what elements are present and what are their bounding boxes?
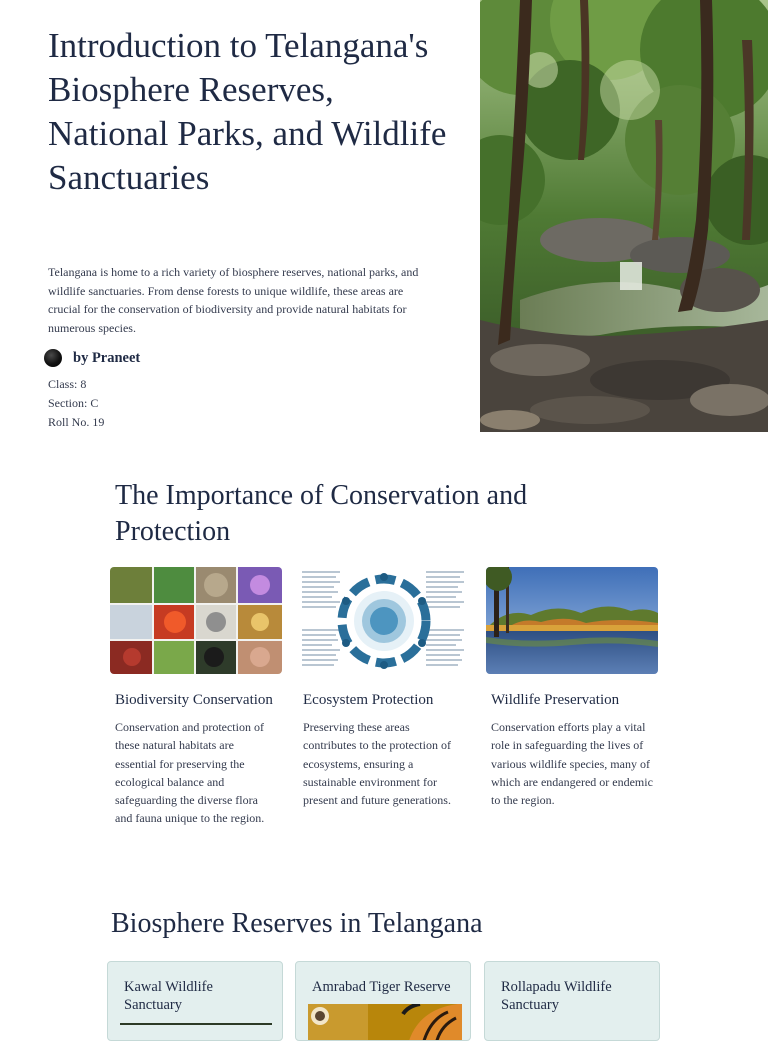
section-label: Section: C bbox=[48, 396, 99, 410]
reserve-card-title: Kawal Wildlife Sanctuary bbox=[124, 979, 213, 1013]
author-row bbox=[44, 347, 140, 369]
avatar bbox=[44, 349, 62, 367]
biodiversity-collage-image bbox=[110, 567, 282, 674]
reserve-card-title: Rollapadu Wildlife Sanctuary bbox=[501, 979, 612, 1013]
ecosystem-diagram-image bbox=[298, 567, 470, 674]
roll-number-label: Roll No. 19 bbox=[48, 415, 105, 429]
wetland-forest-photo bbox=[486, 567, 658, 674]
importance-title: The Importance of Conservation and Protection bbox=[115, 480, 528, 547]
ecosystem-heading: Ecosystem Protection bbox=[303, 692, 434, 708]
reserve-card-title: Amrabad Tiger Reserve bbox=[312, 979, 451, 995]
tiger-reserve-image bbox=[308, 1004, 462, 1041]
class-label: Class: 8 bbox=[48, 377, 87, 391]
biodiversity-heading: Biodiversity Conservation bbox=[115, 692, 273, 708]
biosphere-title: Biosphere Reserves in Telangana bbox=[111, 908, 483, 939]
forest-stream-photo bbox=[480, 0, 768, 432]
reserve-card-kawal[interactable] bbox=[107, 961, 283, 1041]
biodiversity-text: Conservation and protection of these natural habitats are essential for preserving the ecological balance and safeguarding the diverse flora and fauna unique to the region. bbox=[115, 720, 265, 826]
hero-section bbox=[0, 0, 768, 432]
ecosystem-text: Preserving these areas contributes to the protection of ecosystems, ensuring a sustainable environment for present and future generations. bbox=[303, 720, 451, 808]
wildlife-text: Conservation efforts play a vital role in safeguarding the lives of various wildlife species, many of which are endangered or endemic to the region. bbox=[491, 720, 653, 808]
wildlife-heading: Wildlife Preservation bbox=[491, 692, 620, 708]
intro-paragraph: Telangana is home to a rich variety of biosphere reserves, national parks, and wildlife sanctuaries. From dense forests to unique wildlife, these areas are crucial for the conservation of biodiversity and provide natural habitats for numerous species. bbox=[48, 265, 419, 336]
author-name: by Praneet bbox=[73, 349, 141, 366]
page-title: Introduction to Telangana's Biosphere Reserves, National Parks, and Wildlife Sanctuaries bbox=[48, 26, 447, 197]
reserve-card-amrabad[interactable] bbox=[295, 961, 471, 1041]
reserve-card-rollapadu[interactable] bbox=[484, 961, 660, 1041]
reserve-image-edge bbox=[120, 1023, 272, 1025]
